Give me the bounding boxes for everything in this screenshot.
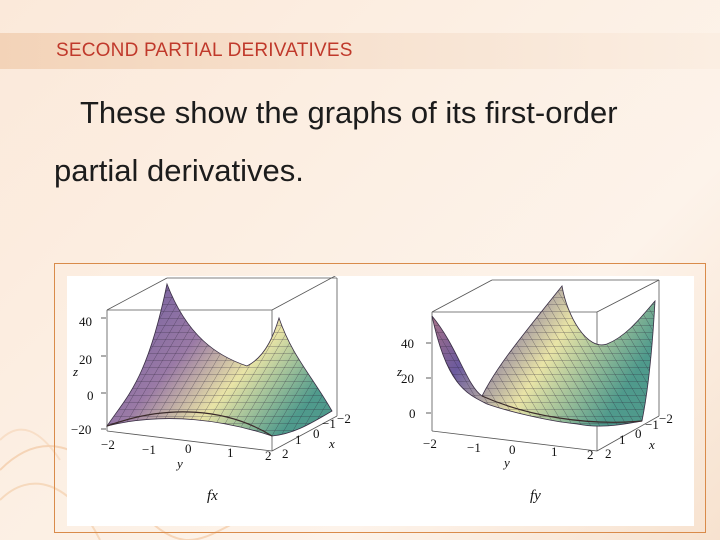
x-axis-label: x	[649, 437, 655, 452]
surface-plot-fx	[67, 276, 367, 516]
z-axis-label: z	[73, 364, 79, 379]
y-axis-label: y	[504, 455, 510, 470]
caption-fy: fy	[530, 488, 541, 504]
x-tick-2: 2	[282, 446, 289, 461]
y-tick-neg1: −1	[142, 442, 156, 457]
caption-fx: fx	[207, 488, 218, 504]
y-axis-label: y	[177, 456, 183, 471]
y-tick-neg2: −2	[101, 437, 115, 452]
z-tick-40: 40	[79, 314, 92, 329]
x-tick-neg1: −1	[645, 417, 659, 432]
y-tick-2: 2	[587, 447, 594, 462]
y-tick-1: 1	[551, 444, 558, 459]
x-tick-neg2: −2	[659, 411, 673, 426]
z-tick-20: 20	[401, 371, 414, 386]
x-tick-neg1: −1	[322, 416, 336, 431]
figure-panel	[67, 276, 694, 526]
plot-fx	[67, 276, 367, 521]
y-tick-0: 0	[185, 441, 192, 456]
x-tick-1: 1	[619, 432, 626, 447]
y-tick-0: 0	[509, 442, 516, 457]
x-tick-0: 0	[635, 426, 642, 441]
z-tick-0: 0	[409, 406, 416, 421]
body-line-1: These show the graphs of its first-order	[80, 95, 618, 130]
body-text	[54, 84, 714, 200]
plot-fy	[387, 276, 687, 521]
z-tick-0: 0	[87, 388, 94, 403]
z-tick-neg20: −20	[71, 422, 92, 437]
x-axis-label: x	[329, 436, 335, 451]
surface-plot-fy	[387, 276, 687, 516]
x-tick-0: 0	[313, 426, 320, 441]
z-tick-20: 20	[79, 352, 92, 367]
y-tick-2: 2	[265, 448, 272, 463]
z-tick-40: 40	[401, 336, 414, 351]
z-axis-label: z	[397, 364, 403, 379]
x-tick-2: 2	[605, 446, 612, 461]
y-tick-neg2: −2	[423, 436, 437, 451]
y-tick-neg1: −1	[467, 440, 481, 455]
y-tick-1: 1	[227, 445, 234, 460]
body-line-2: partial derivatives.	[54, 153, 304, 188]
x-tick-neg2: −2	[337, 411, 351, 426]
slide-title: SECOND PARTIAL DERIVATIVES	[56, 40, 353, 61]
x-tick-1: 1	[295, 432, 302, 447]
